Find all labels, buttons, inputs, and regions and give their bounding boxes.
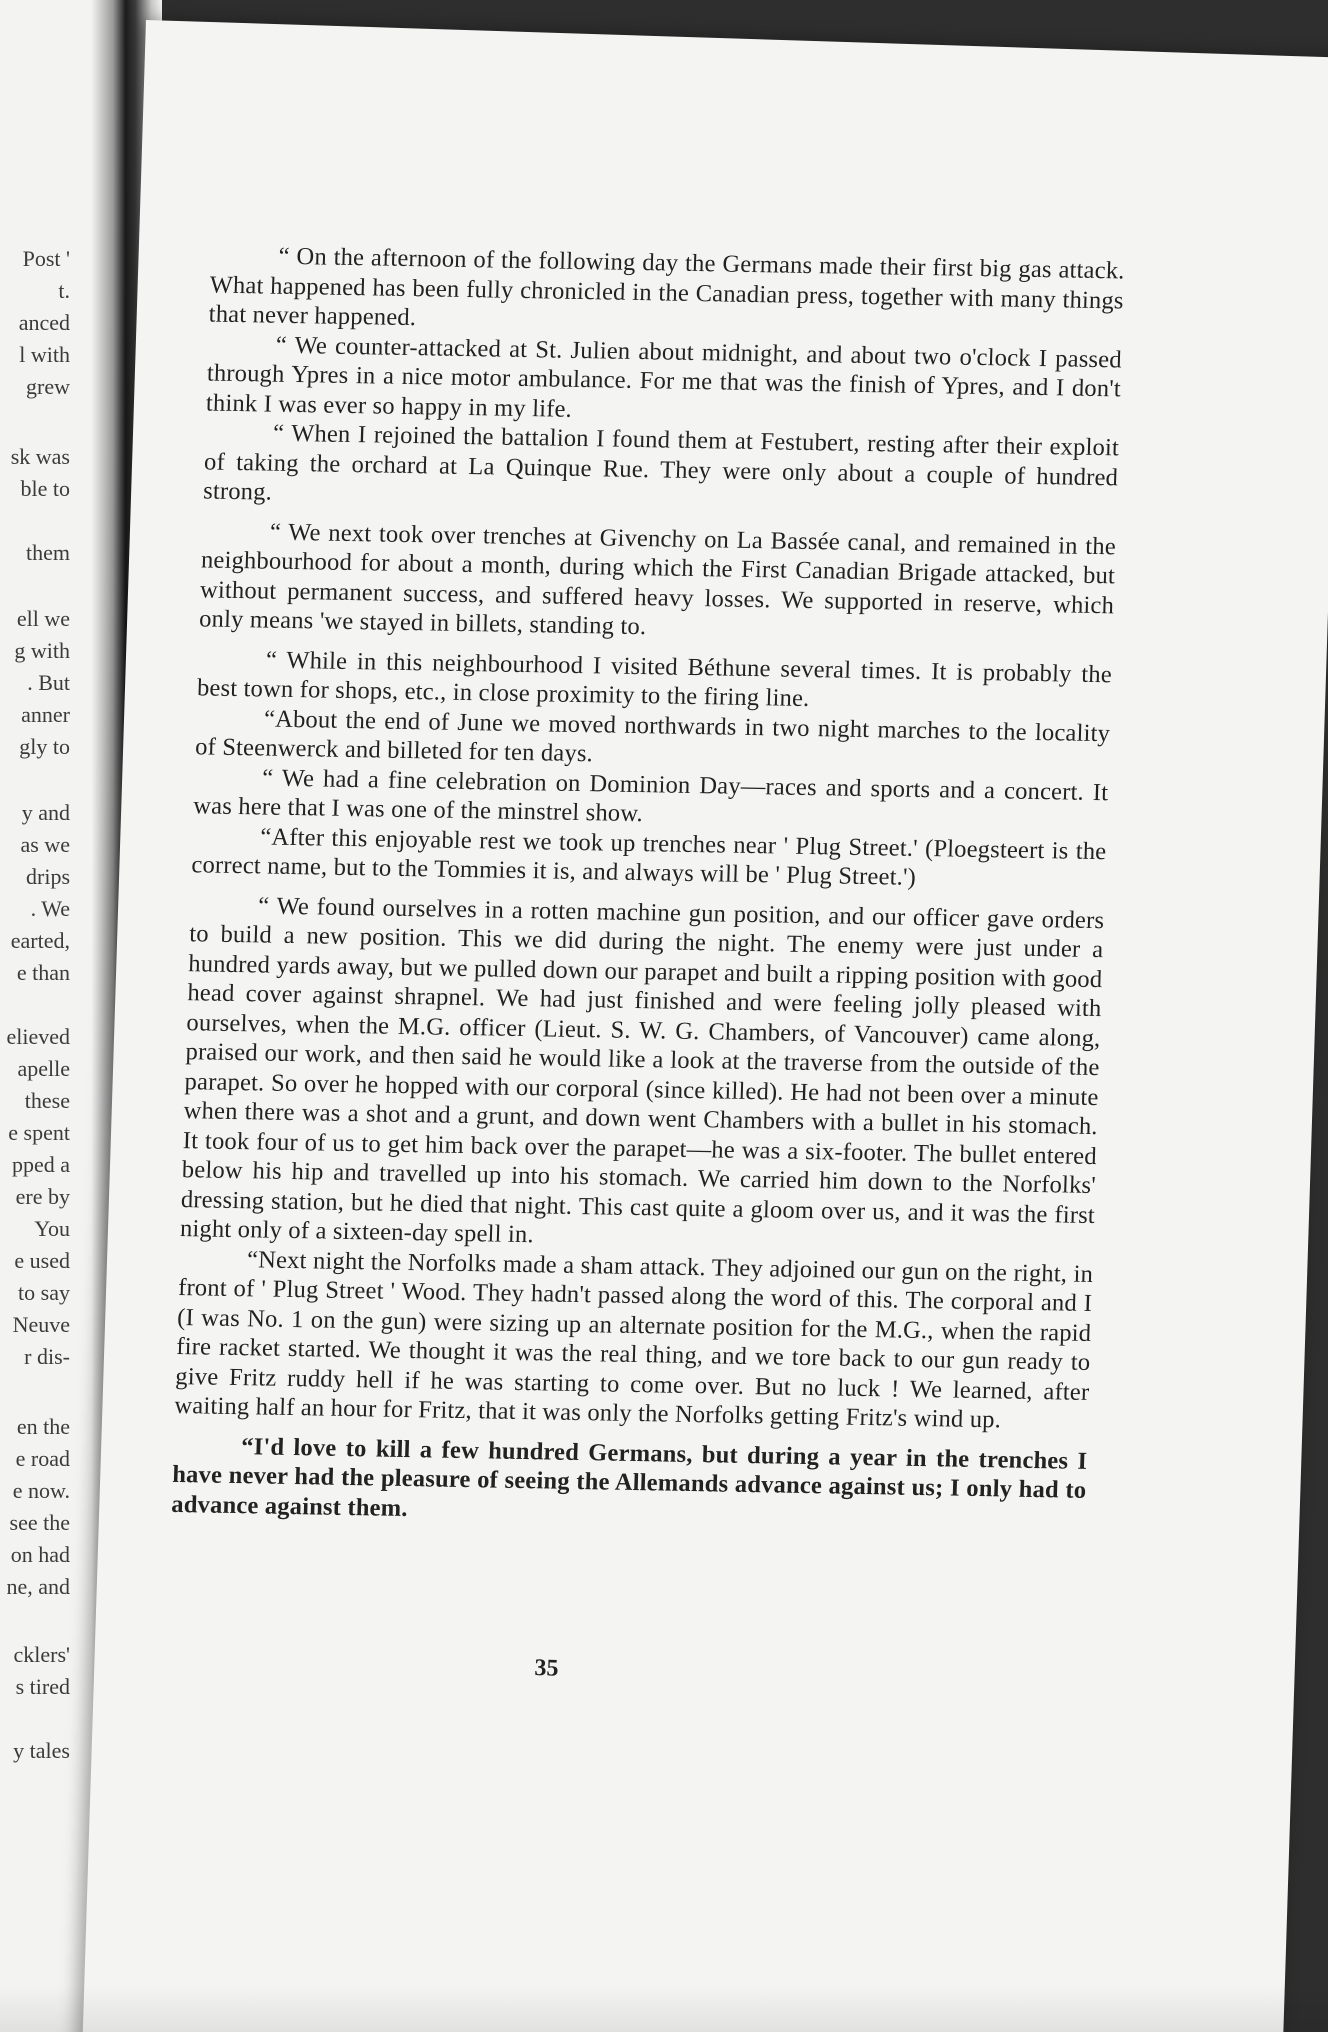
- left-page-fragment: ell we: [16, 606, 70, 631]
- left-page-fragment: e used: [14, 1248, 70, 1273]
- left-page-fragment: r dis-: [24, 1344, 70, 1369]
- left-page-fragment: en the: [16, 1414, 70, 1439]
- left-page-fragment: l with: [19, 342, 70, 367]
- left-page-fragment: grew: [26, 374, 70, 399]
- left-page-fragment: see the: [9, 1510, 70, 1535]
- left-page-fragment: ne, and: [6, 1574, 70, 1599]
- paragraph: “ We had a fine celebration on Dominion Day—races and sports and a concert. It was here that I was one of the minstrel show.: [192, 763, 1109, 828]
- left-page-fragment: ere by: [15, 1184, 70, 1209]
- paragraph: “ When I rejoined the battalion I found them at Festubert, resting after their exploit of taking the orchard at La Quinque Rue. They were only about a couple of hundred strong.: [202, 419, 1120, 506]
- right-page: [82, 20, 1328, 2032]
- left-page-fragment: to say: [18, 1280, 70, 1305]
- left-page-fragment: You: [34, 1216, 70, 1241]
- left-page-fragment: on had: [10, 1542, 70, 1567]
- paragraph: “ We counter-attacked at St. Julien about midnight, and about two o'clock I passed through Ypres in a nice motor ambulance. For me that was the finish of Ypres, and I don't think I was ever so happy in my life.: [205, 331, 1123, 423]
- left-page-fragment: ble to: [20, 476, 70, 501]
- left-page-fragment: as we: [20, 832, 70, 857]
- left-page-fragment: g with: [14, 638, 70, 663]
- left-page-fragment: them: [26, 540, 70, 565]
- left-page-fragment: e than: [16, 960, 70, 985]
- left-page-fragment: e now.: [12, 1478, 70, 1503]
- left-page-fragment: y tales: [13, 1738, 70, 1763]
- left-page-fragment: earted,: [10, 928, 70, 953]
- paragraph: “ We next took over trenches at Givenchy on La Bassée canal, and remained in the neighbourhood for about a month, during which the First Canadian Brigade attacked, but without permanent success, and suffered heavy losses. We supported in reserve, which only means 'we stayed in billets, standing to.: [198, 518, 1117, 641]
- left-page-fragment: sk was: [10, 444, 70, 469]
- paragraph: “After this enjoyable rest we took up trenches near ' Plug Street.' (Ploegsteert is the correct name, but to the Tommies it is, and always will be ' Plug Street.'): [191, 822, 1107, 891]
- left-page-fragment: drips: [26, 864, 70, 889]
- left-page-fragment: Neuve: [12, 1312, 70, 1337]
- bottom-shadow: [0, 1985, 1328, 2032]
- left-page-fragment: pped a: [11, 1152, 70, 1177]
- paragraph: “I'd love to kill a few hundred Germans, but during a year in the trenches I have never had the pleasure of seeing the Allemands advance against us; I only had to advance against them.: [170, 1432, 1088, 1522]
- paragraph: “About the end of June we moved northwards in two night marches to the locality of Steenwerck and billeted for ten days.: [194, 704, 1111, 768]
- paragraph: “ While in this neighbourhood I visited Béthune several times. It is probably the best town for shops, etc., in close proximity to the firing line.: [196, 646, 1113, 712]
- left-page-fragment: t.: [58, 278, 70, 303]
- paragraph: “Next night the Norfolks made a sham attack. They adjoined our gun on the right, in front of ' Plug Street ' Wood. They hadn't passed along the word of this. The corporal and I (I was No. 1 on the gun) were sizing up an alternate position for the M.G., when the rapid fire racket started. We thought it was the real thing, and we tore back to our gun ready to give Fritz ruddy hell if he was starting to come over. But no luck ! We learned, after waiting half an hour for Fritz, that it was only the Norfolks getting Fritz's wind up.: [174, 1245, 1094, 1434]
- left-page-fragment: . But: [27, 670, 70, 695]
- left-page-fragment: apelle: [17, 1056, 70, 1081]
- paragraph: “ On the afternoon of the following day the Germans made their first big gas attack. What happened has been fully chronicled in the Canadian press, together with many things that never happened.: [208, 242, 1126, 332]
- page-number: 35: [534, 1655, 559, 1682]
- left-page-fragment: . We: [30, 896, 70, 921]
- left-page-fragment: anced: [18, 310, 70, 335]
- left-page-fragment: gly to: [19, 734, 70, 759]
- page-body-text: [171, 241, 1125, 1535]
- left-page-fragment: anner: [21, 702, 70, 727]
- left-page-fragment: these: [24, 1088, 70, 1113]
- paragraph: “ We found ourselves in a rotten machine gun position, and our officer gave orders to build a new position. This we did during the night. The enemy were just under a hundred yards away, but we pulled down our parapet and built a ripping position with good head cover against shrapnel. We had just finished and were feeling jolly pleased with ourselves, when the M.G. officer (Lieut. S. W. G. Chambers, of Vancouver) came along, praised our work, and then said he would like a look at the traverse from the outside of the parapet. So over he hopped with our corporal (since killed). He had not been over a minute when there was a shot and a grunt, and down went Chambers with a bullet in his stomach. It took four of us to get him back over the parapet—he was a six-footer. The bullet entered below his hip and travelled up into his stomach. We carried him down to the Norfolks' dressing station, but he died that night. This cast quite a gloom over us, and it was the first night only of a sixteen-day spell in.: [179, 891, 1105, 1249]
- left-page-fragment: y and: [21, 800, 70, 825]
- left-page-fragment: e road: [15, 1446, 70, 1471]
- left-page-fragment: e spent: [8, 1120, 70, 1145]
- left-page-fragment: elieved: [6, 1024, 70, 1049]
- left-page-fragment: cklers': [13, 1642, 70, 1667]
- left-page-fragment: Post ': [22, 246, 70, 271]
- left-page-fragment: s tired: [15, 1674, 70, 1699]
